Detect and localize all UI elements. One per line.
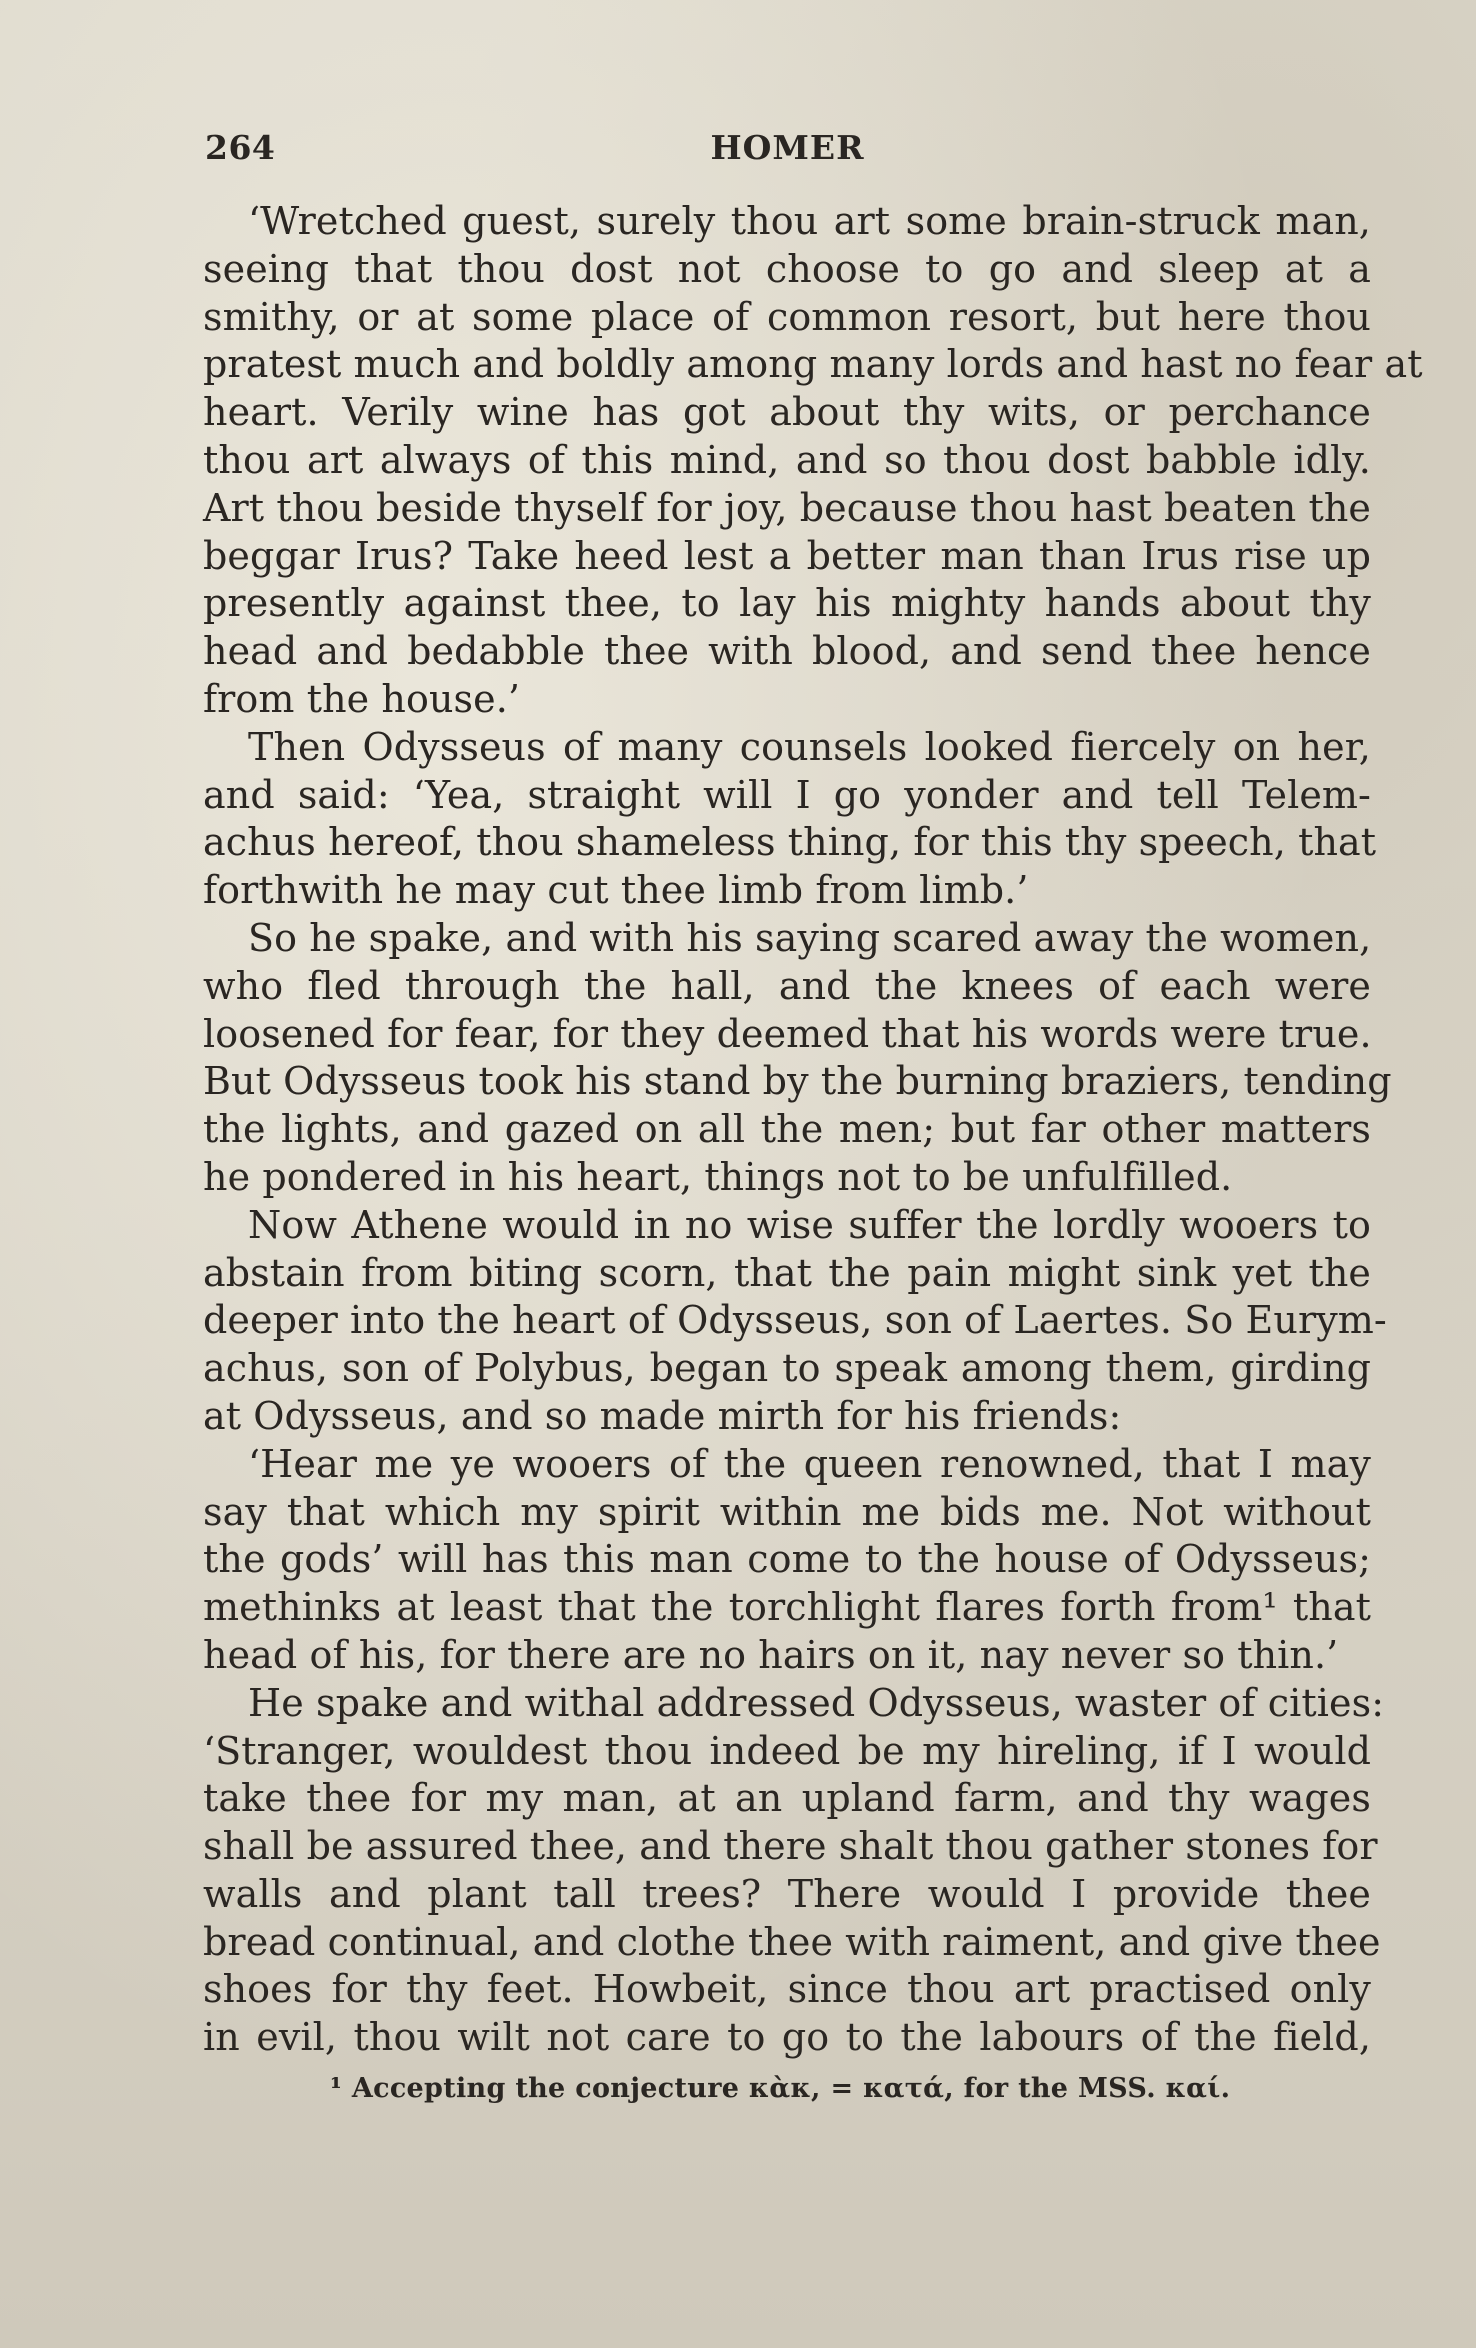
text-line: seeing that thou dost not choose to go and sleep at a [203, 246, 1371, 291]
text-line: ‘Hear me ye wooers of the queen renowned, that I may [248, 1441, 1371, 1486]
text-line: pratest much and boldly among many lords and hast no fear at [203, 342, 1423, 387]
text-line: head of his, for there are no hairs on it, nay never so thin.’ [203, 1632, 1339, 1677]
text-line: he pondered in his heart, things not to be unfulfilled. [203, 1154, 1233, 1199]
footnote: ¹ Accepting the conjecture κὰκ, = κατά, for the MSS. καί. [330, 2073, 1231, 2104]
paragraph [203, 1202, 1387, 1441]
text-line: achus hereof, thou shameless thing, for this thy speech, that [203, 820, 1377, 865]
text-line: the lights, and gazed on all the men; but far other matters [203, 1107, 1371, 1152]
text-line: forthwith he may cut thee limb from limb.’ [203, 868, 1029, 913]
text-line: ‘Stranger, wouldest thou indeed be my hireling, if I would [203, 1728, 1371, 1773]
running-head: HOMER [710, 128, 865, 167]
paragraph [203, 915, 1392, 1202]
text-line: shall be assured thee, and there shalt thou gather stones for [203, 1824, 1378, 1869]
text-line: say that which my spirit within me bids me. Not without [203, 1489, 1371, 1534]
text-line: presently against thee, to lay his mighty hands about thy [203, 581, 1371, 626]
text-line: the gods’ will has this man come to the house of Odysseus; [203, 1537, 1371, 1582]
text-line: methinks at least that the torchlight flares forth from¹ that [203, 1585, 1371, 1630]
text-line: take thee for my man, at an upland farm, and thy wages [203, 1776, 1371, 1821]
text-line: smithy, or at some place of common resort, but here thou [203, 294, 1371, 339]
text-line: shoes for thy feet. Howbeit, since thou art practised only [203, 1967, 1371, 2012]
text-line: in evil, thou wilt not care to go to the labours of the field, [203, 2015, 1371, 2060]
text-line: from the house.’ [203, 676, 521, 721]
text-line: He spake and withal addressed Odysseus, waster of cities: [248, 1680, 1385, 1725]
paragraph [203, 1680, 1385, 2062]
text-line: ‘Wretched guest, surely thou art some brain-struck man, [248, 199, 1371, 243]
text-line: achus, son of Polybus, began to speak among them, girding [203, 1346, 1371, 1391]
paragraph [203, 1441, 1371, 1680]
text-line: who fled through the hall, and the knees of each were [203, 963, 1371, 1008]
text-line: So he spake, and with his saying scared away the women, [248, 915, 1372, 960]
text-line: Now Athene would in no wise suffer the lordly wooers to [248, 1202, 1371, 1247]
text-line: thou art always of this mind, and so thou dost babble idly. [203, 437, 1371, 482]
text-line: But Odysseus took his stand by the burning braziers, tending [203, 1059, 1392, 1104]
text-line: Art thou beside thyself for joy, because thou hast beaten the [203, 485, 1371, 530]
text-line: beggar Irus? Take heed lest a better man than Irus rise up [203, 533, 1371, 578]
text-line: deeper into the heart of Odysseus, son of Laertes. So Eurym- [203, 1298, 1387, 1343]
text-line: Then Odysseus of many counsels looked fiercely on her, [248, 724, 1371, 769]
paragraph [203, 724, 1377, 915]
text-line: loosened for fear, for they deemed that his words were true. [203, 1011, 1372, 1056]
text-line: heart. Verily wine has got about thy wits, or perchance [203, 390, 1371, 435]
text-line: abstain from biting scorn, that the pain might sink yet the [203, 1250, 1371, 1295]
text-line: at Odysseus, and so made mirth for his friends: [203, 1393, 1122, 1438]
page-number: 264 [205, 128, 276, 167]
text-line: head and bedabble thee with blood, and send thee hence [203, 629, 1371, 674]
page-header [205, 128, 1370, 178]
text-line: bread continual, and clothe thee with raiment, and give thee [203, 1919, 1381, 1964]
paragraph [203, 198, 1423, 724]
text-line: and said: ‘Yea, straight will I go yonder and tell Telem- [203, 772, 1371, 817]
text-line: walls and plant tall trees? There would I provide thee [203, 1871, 1371, 1916]
body-text [203, 198, 1423, 2062]
